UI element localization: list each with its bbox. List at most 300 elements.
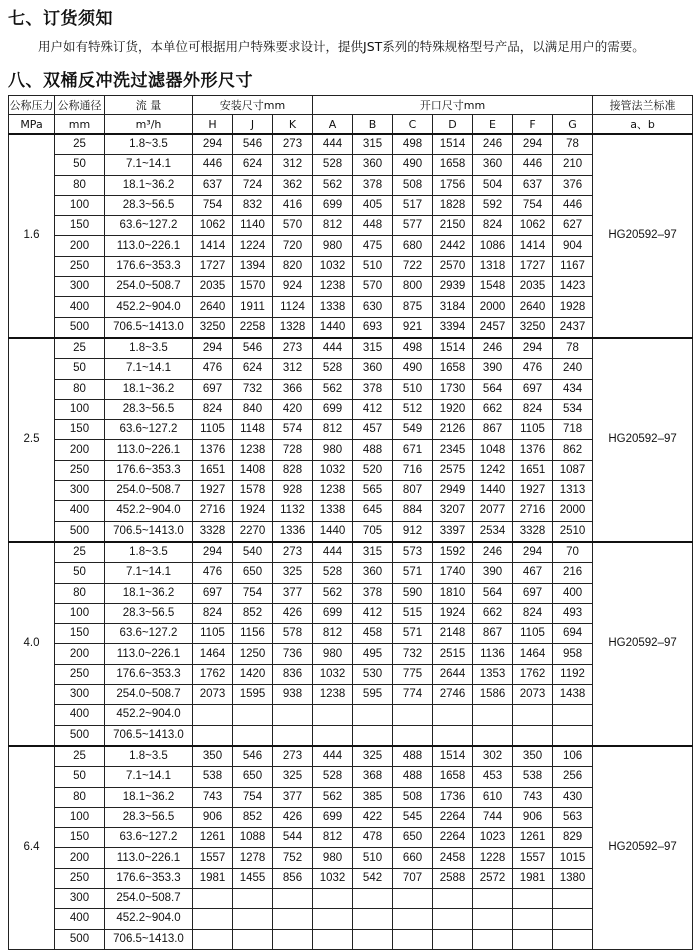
cell-h: 538 — [193, 767, 233, 787]
cell-flow: 176.6~353.3 — [105, 868, 193, 888]
cell-j: 624 — [233, 359, 273, 379]
cell-g: 2000 — [553, 501, 593, 521]
cell-b: 520 — [353, 460, 393, 480]
table-row — [9, 216, 693, 236]
section-7-title: 七、订货须知 — [8, 9, 113, 29]
cell-k: 924 — [273, 277, 313, 297]
cell-e: 453 — [473, 767, 513, 787]
header-col-d: D — [433, 115, 473, 135]
cell-e: 2000 — [473, 297, 513, 317]
cell-flow: 28.3~56.5 — [105, 399, 193, 419]
table-row — [9, 277, 693, 297]
cell-k: 928 — [273, 481, 313, 501]
cell-b: 325 — [353, 746, 393, 767]
cell-flow: 28.3~56.5 — [105, 603, 193, 623]
header-col-c: C — [393, 115, 433, 135]
cell-a: 1338 — [313, 501, 353, 521]
cell-a: 1032 — [313, 868, 353, 888]
table-row — [9, 420, 693, 440]
cell-h: 2640 — [193, 297, 233, 317]
cell-k: 273 — [273, 338, 313, 359]
cell-c: 510 — [393, 379, 433, 399]
flange-standard-cell: HG20592–97 — [593, 746, 693, 949]
cell-a — [313, 888, 353, 908]
cell-k: 720 — [273, 236, 313, 256]
cell-b: 422 — [353, 807, 393, 827]
cell-k: 1124 — [273, 297, 313, 317]
cell-e: 662 — [473, 603, 513, 623]
cell-e: 2572 — [473, 868, 513, 888]
cell-c: 671 — [393, 440, 433, 460]
cell-b: 360 — [353, 155, 393, 175]
cell-e: 1086 — [473, 236, 513, 256]
cell-g: 904 — [553, 236, 593, 256]
cell-g: 718 — [553, 420, 593, 440]
cell-e: 824 — [473, 216, 513, 236]
cell-g: 862 — [553, 440, 593, 460]
table-row — [9, 929, 693, 949]
cell-k: 312 — [273, 359, 313, 379]
cell-k: 377 — [273, 583, 313, 603]
cell-h: 906 — [193, 807, 233, 827]
cell-d: 1592 — [433, 542, 473, 563]
cell-flow: 28.3~56.5 — [105, 807, 193, 827]
cell-f: 1376 — [513, 440, 553, 460]
cell-e: 390 — [473, 563, 513, 583]
cell-f: 697 — [513, 583, 553, 603]
section-8-title: 八、双桶反冲洗过滤器外形尺寸 — [8, 71, 253, 91]
cell-dn: 400 — [55, 705, 105, 725]
cell-e: 867 — [473, 624, 513, 644]
cell-j: 1420 — [233, 664, 273, 684]
table-row — [9, 746, 693, 767]
cell-c: 800 — [393, 277, 433, 297]
cell-j: 840 — [233, 399, 273, 419]
cell-g — [553, 705, 593, 725]
cell-dn: 50 — [55, 563, 105, 583]
cell-g: 216 — [553, 563, 593, 583]
cell-k: 1328 — [273, 317, 313, 338]
cell-f: 1762 — [513, 664, 553, 684]
cell-c: 650 — [393, 828, 433, 848]
cell-a: 699 — [313, 603, 353, 623]
cell-flow: 452.2~904.0 — [105, 909, 193, 929]
cell-a: 699 — [313, 399, 353, 419]
cell-dn: 250 — [55, 256, 105, 276]
cell-j: 1238 — [233, 440, 273, 460]
table-row — [9, 767, 693, 787]
cell-d: 1736 — [433, 787, 473, 807]
cell-c: 775 — [393, 664, 433, 684]
cell-b: 630 — [353, 297, 393, 317]
cell-c: 498 — [393, 134, 433, 155]
cell-a: 1440 — [313, 521, 353, 542]
cell-g: 2437 — [553, 317, 593, 338]
cell-j: 1224 — [233, 236, 273, 256]
cell-a: 1032 — [313, 664, 353, 684]
cell-flow: 706.5~1413.0 — [105, 521, 193, 542]
cell-j: 624 — [233, 155, 273, 175]
cell-k: 362 — [273, 175, 313, 195]
cell-b: 705 — [353, 521, 393, 542]
cell-k: 426 — [273, 807, 313, 827]
table-row — [9, 134, 693, 155]
cell-e: 867 — [473, 420, 513, 440]
cell-dn: 400 — [55, 297, 105, 317]
cell-g: 1380 — [553, 868, 593, 888]
cell-flow: 1.8~3.5 — [105, 134, 193, 155]
cell-f: 446 — [513, 155, 553, 175]
cell-d: 2148 — [433, 624, 473, 644]
cell-h: 824 — [193, 603, 233, 623]
cell-c: 722 — [393, 256, 433, 276]
cell-f: 2640 — [513, 297, 553, 317]
cell-f: 697 — [513, 379, 553, 399]
cell-flow: 254.0~508.7 — [105, 685, 193, 705]
cell-k — [273, 909, 313, 929]
cell-b: 488 — [353, 440, 393, 460]
cell-g: 534 — [553, 399, 593, 419]
cell-g: 210 — [553, 155, 593, 175]
cell-f: 3328 — [513, 521, 553, 542]
header-col-b: B — [353, 115, 393, 135]
cell-b: 378 — [353, 583, 393, 603]
cell-d: 3394 — [433, 317, 473, 338]
dimension-table — [8, 95, 693, 950]
cell-c: 716 — [393, 460, 433, 480]
cell-b: 645 — [353, 501, 393, 521]
cell-flow: 63.6~127.2 — [105, 216, 193, 236]
cell-h — [193, 929, 233, 949]
cell-d: 1756 — [433, 175, 473, 195]
cell-flow: 7.1~14.1 — [105, 767, 193, 787]
cell-f: 1062 — [513, 216, 553, 236]
cell-h: 350 — [193, 746, 233, 767]
cell-f: 1105 — [513, 420, 553, 440]
cell-dn: 150 — [55, 216, 105, 236]
cell-g: 1423 — [553, 277, 593, 297]
cell-d: 2458 — [433, 848, 473, 868]
cell-d — [433, 888, 473, 908]
cell-k — [273, 705, 313, 725]
cell-flow: 63.6~127.2 — [105, 828, 193, 848]
cell-dn: 50 — [55, 155, 105, 175]
cell-d: 1514 — [433, 338, 473, 359]
header-flange-sub: a、b — [593, 115, 693, 135]
cell-flow: 452.2~904.0 — [105, 705, 193, 725]
cell-k: 574 — [273, 420, 313, 440]
table-row — [9, 848, 693, 868]
cell-dn: 300 — [55, 888, 105, 908]
cell-d: 1514 — [433, 746, 473, 767]
cell-b: 405 — [353, 195, 393, 215]
cell-k — [273, 888, 313, 908]
cell-k: 377 — [273, 787, 313, 807]
cell-j: 1140 — [233, 216, 273, 236]
cell-j: 754 — [233, 583, 273, 603]
cell-g: 78 — [553, 338, 593, 359]
cell-f: 538 — [513, 767, 553, 787]
cell-c — [393, 929, 433, 949]
cell-c: 807 — [393, 481, 433, 501]
cell-d: 3184 — [433, 297, 473, 317]
cell-dn: 300 — [55, 277, 105, 297]
table-row — [9, 338, 693, 359]
cell-d: 2126 — [433, 420, 473, 440]
cell-dn: 250 — [55, 460, 105, 480]
table-row — [9, 624, 693, 644]
cell-dn: 500 — [55, 725, 105, 746]
cell-h — [193, 725, 233, 746]
cell-j — [233, 705, 273, 725]
cell-d: 1740 — [433, 563, 473, 583]
cell-f — [513, 705, 553, 725]
header-col-g: G — [553, 115, 593, 135]
table-row — [9, 195, 693, 215]
cell-f — [513, 909, 553, 929]
cell-a: 812 — [313, 420, 353, 440]
cell-f: 743 — [513, 787, 553, 807]
cell-h: 2073 — [193, 685, 233, 705]
cell-h — [193, 909, 233, 929]
cell-f: 824 — [513, 399, 553, 419]
cell-d — [433, 725, 473, 746]
cell-dn: 100 — [55, 195, 105, 215]
cell-e: 246 — [473, 134, 513, 155]
cell-g: 563 — [553, 807, 593, 827]
cell-dn: 25 — [55, 134, 105, 155]
cell-k: 420 — [273, 399, 313, 419]
cell-c: 912 — [393, 521, 433, 542]
cell-h: 294 — [193, 542, 233, 563]
cell-c: 508 — [393, 175, 433, 195]
cell-h: 476 — [193, 563, 233, 583]
cell-b: 570 — [353, 277, 393, 297]
cell-c: 490 — [393, 155, 433, 175]
header-col-e: E — [473, 115, 513, 135]
cell-h: 1651 — [193, 460, 233, 480]
cell-a: 1440 — [313, 317, 353, 338]
cell-h: 1105 — [193, 624, 233, 644]
cell-g: 958 — [553, 644, 593, 664]
table-row — [9, 828, 693, 848]
cell-j: 1278 — [233, 848, 273, 868]
cell-d: 1514 — [433, 134, 473, 155]
cell-b: 378 — [353, 175, 393, 195]
cell-e: 1353 — [473, 664, 513, 684]
cell-e: 564 — [473, 379, 513, 399]
table-row — [9, 460, 693, 480]
table-row — [9, 787, 693, 807]
cell-dn: 80 — [55, 379, 105, 399]
cell-h: 2035 — [193, 277, 233, 297]
cell-h — [193, 705, 233, 725]
table-row — [9, 501, 693, 521]
cell-h: 754 — [193, 195, 233, 215]
cell-d: 1920 — [433, 399, 473, 419]
cell-e — [473, 888, 513, 908]
cell-h: 1762 — [193, 664, 233, 684]
cell-f: 754 — [513, 195, 553, 215]
cell-b: 595 — [353, 685, 393, 705]
cell-c — [393, 725, 433, 746]
cell-c: 549 — [393, 420, 433, 440]
cell-a: 812 — [313, 828, 353, 848]
cell-h: 476 — [193, 359, 233, 379]
cell-e: 246 — [473, 542, 513, 563]
cell-c: 571 — [393, 624, 433, 644]
cell-h: 3328 — [193, 521, 233, 542]
cell-a: 812 — [313, 216, 353, 236]
cell-b: 315 — [353, 134, 393, 155]
cell-f: 1727 — [513, 256, 553, 276]
cell-e — [473, 929, 513, 949]
cell-a: 528 — [313, 767, 353, 787]
cell-g: 493 — [553, 603, 593, 623]
table-row — [9, 155, 693, 175]
table-row — [9, 725, 693, 746]
cell-d: 2264 — [433, 828, 473, 848]
cell-dn: 80 — [55, 175, 105, 195]
cell-a: 528 — [313, 563, 353, 583]
cell-d: 2939 — [433, 277, 473, 297]
cell-flow: 18.1~36.2 — [105, 583, 193, 603]
cell-j: 1250 — [233, 644, 273, 664]
cell-flow: 254.0~508.7 — [105, 481, 193, 501]
cell-j: 754 — [233, 787, 273, 807]
cell-h: 743 — [193, 787, 233, 807]
cell-j: 650 — [233, 767, 273, 787]
cell-h: 3250 — [193, 317, 233, 338]
cell-k: 273 — [273, 542, 313, 563]
cell-d — [433, 705, 473, 725]
cell-g: 256 — [553, 767, 593, 787]
cell-f — [513, 725, 553, 746]
cell-flow: 254.0~508.7 — [105, 888, 193, 908]
table-row — [9, 888, 693, 908]
cell-flow: 452.2~904.0 — [105, 297, 193, 317]
cell-j: 1595 — [233, 685, 273, 705]
cell-b: 412 — [353, 399, 393, 419]
cell-d: 1924 — [433, 603, 473, 623]
cell-c — [393, 705, 433, 725]
cell-d: 2575 — [433, 460, 473, 480]
cell-c: 488 — [393, 746, 433, 767]
cell-b: 360 — [353, 359, 393, 379]
pressure-cell: 4.0 — [9, 542, 55, 746]
cell-e — [473, 705, 513, 725]
cell-j: 546 — [233, 338, 273, 359]
cell-dn: 200 — [55, 236, 105, 256]
cell-b: 360 — [353, 563, 393, 583]
cell-g: 1313 — [553, 481, 593, 501]
table-row — [9, 359, 693, 379]
cell-f — [513, 929, 553, 949]
cell-dn: 400 — [55, 501, 105, 521]
cell-e: 1548 — [473, 277, 513, 297]
cell-dn: 50 — [55, 767, 105, 787]
cell-flow: 18.1~36.2 — [105, 175, 193, 195]
cell-k: 728 — [273, 440, 313, 460]
cell-flow: 1.8~3.5 — [105, 746, 193, 767]
cell-flow: 176.6~353.3 — [105, 460, 193, 480]
cell-b: 530 — [353, 664, 393, 684]
cell-k: 1132 — [273, 501, 313, 521]
cell-b: 458 — [353, 624, 393, 644]
table-row — [9, 236, 693, 256]
cell-d: 2644 — [433, 664, 473, 684]
cell-d: 3397 — [433, 521, 473, 542]
table-row — [9, 379, 693, 399]
cell-f: 1414 — [513, 236, 553, 256]
cell-a: 562 — [313, 379, 353, 399]
cell-j: 1088 — [233, 828, 273, 848]
cell-b: 478 — [353, 828, 393, 848]
header-dn-unit: mm — [55, 115, 105, 135]
cell-a — [313, 909, 353, 929]
cell-dn: 80 — [55, 787, 105, 807]
cell-g: 1928 — [553, 297, 593, 317]
cell-h — [193, 888, 233, 908]
table-row — [9, 175, 693, 195]
cell-a: 980 — [313, 644, 353, 664]
cell-j: 1148 — [233, 420, 273, 440]
cell-a: 1032 — [313, 460, 353, 480]
cell-d: 1730 — [433, 379, 473, 399]
cell-a: 1238 — [313, 277, 353, 297]
cell-d: 2570 — [433, 256, 473, 276]
cell-j: 1156 — [233, 624, 273, 644]
pressure-cell: 2.5 — [9, 338, 55, 542]
cell-k: 578 — [273, 624, 313, 644]
cell-flow: 113.0~226.1 — [105, 644, 193, 664]
cell-g: 1167 — [553, 256, 593, 276]
cell-d: 1658 — [433, 155, 473, 175]
cell-e: 504 — [473, 175, 513, 195]
cell-j: 1408 — [233, 460, 273, 480]
cell-dn: 200 — [55, 644, 105, 664]
cell-a: 1238 — [313, 685, 353, 705]
cell-a: 812 — [313, 624, 353, 644]
cell-b: 368 — [353, 767, 393, 787]
cell-b: 457 — [353, 420, 393, 440]
cell-flow: 176.6~353.3 — [105, 664, 193, 684]
cell-g: 627 — [553, 216, 593, 236]
cell-k: 856 — [273, 868, 313, 888]
cell-g: 446 — [553, 195, 593, 215]
cell-f: 467 — [513, 563, 553, 583]
table-row — [9, 440, 693, 460]
cell-b — [353, 725, 393, 746]
header-flow-unit: m³/h — [105, 115, 193, 135]
cell-e: 2077 — [473, 501, 513, 521]
cell-dn: 250 — [55, 664, 105, 684]
cell-flow: 452.2~904.0 — [105, 501, 193, 521]
cell-h: 1414 — [193, 236, 233, 256]
header-col-k: K — [273, 115, 313, 135]
cell-e: 1242 — [473, 460, 513, 480]
cell-a — [313, 929, 353, 949]
cell-j: 832 — [233, 195, 273, 215]
cell-e: 610 — [473, 787, 513, 807]
table-row — [9, 317, 693, 338]
cell-e: 592 — [473, 195, 513, 215]
cell-h: 294 — [193, 338, 233, 359]
cell-c: 545 — [393, 807, 433, 827]
cell-f: 2035 — [513, 277, 553, 297]
cell-d: 2949 — [433, 481, 473, 501]
table-row — [9, 644, 693, 664]
